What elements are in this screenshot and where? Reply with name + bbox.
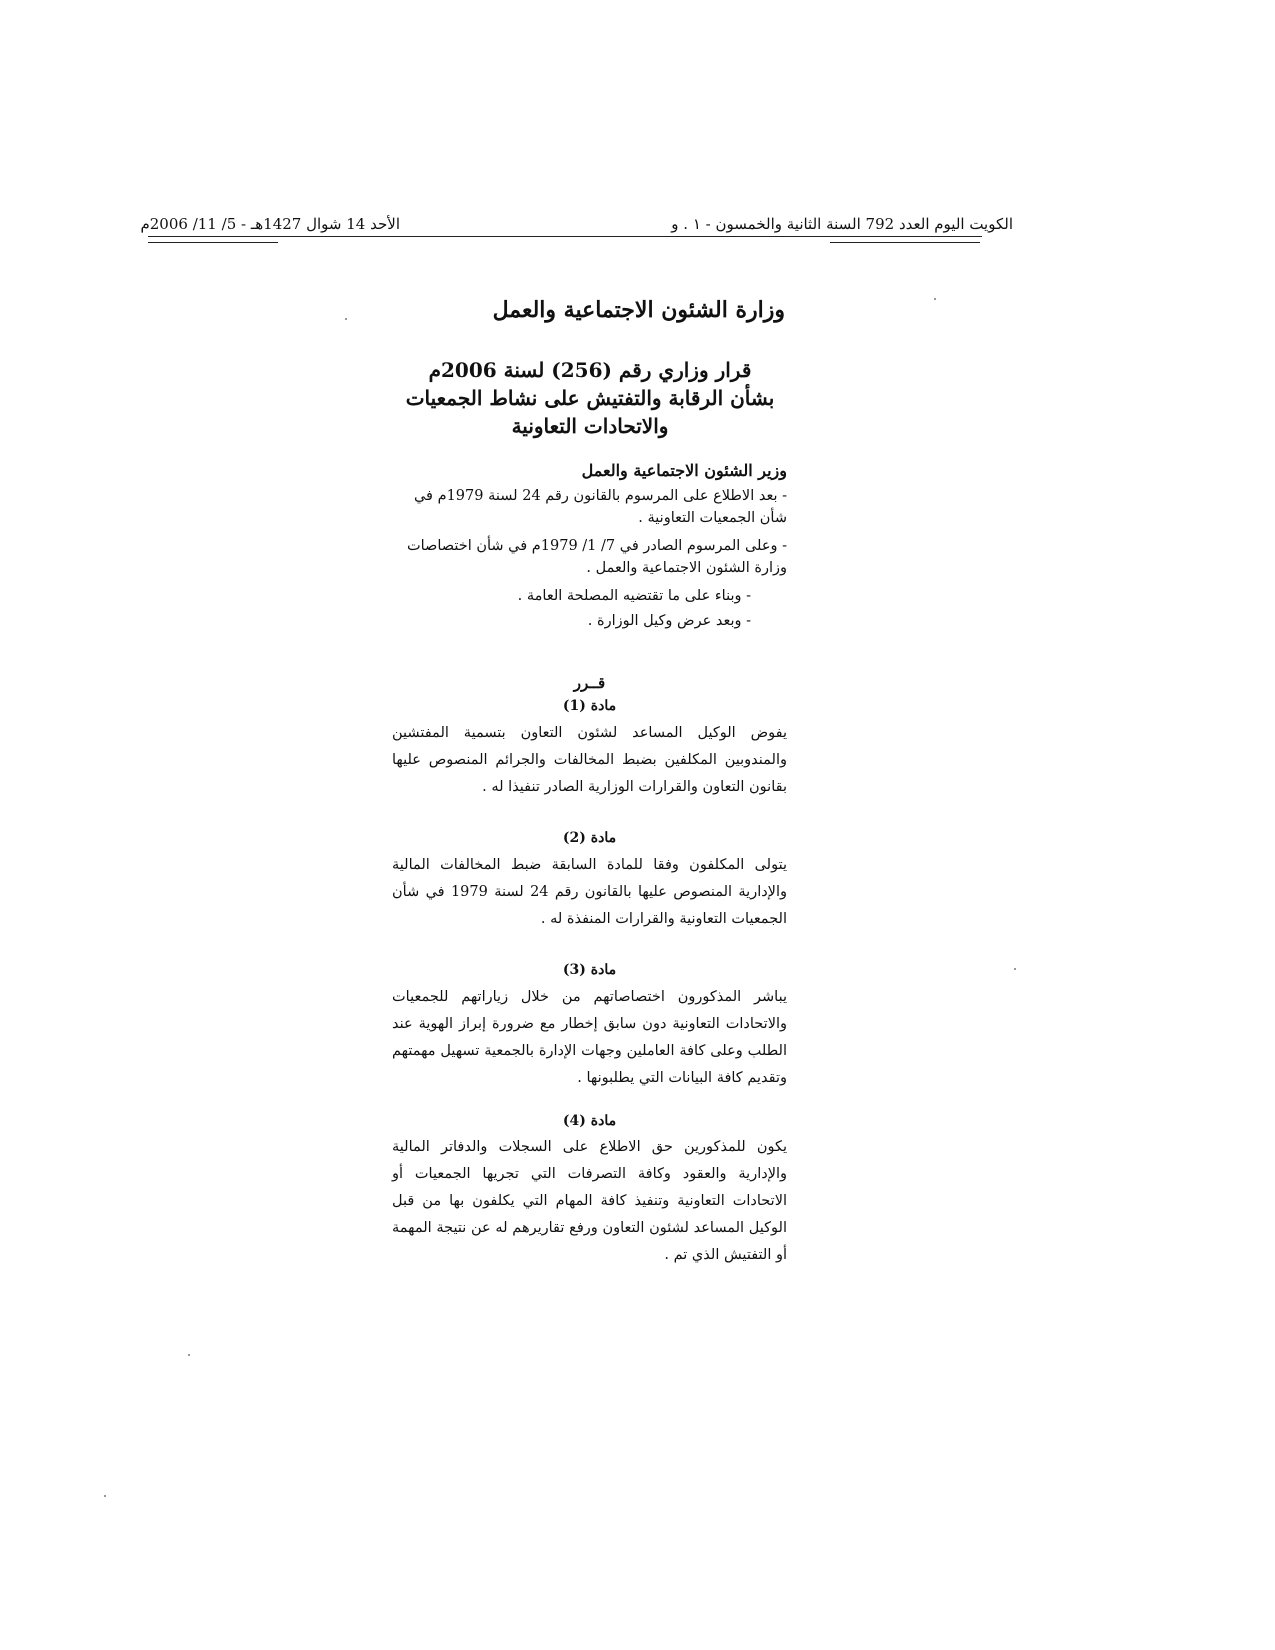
preamble-item: - وبناء على ما تقتضيه المصلحة العامة . — [517, 588, 751, 604]
scan-speck — [188, 1354, 190, 1356]
gazette-issue-header: الكويت اليوم العدد 792 السنة الثانية والخمسون - ١ . و — [671, 215, 1013, 233]
article-text: يباشر المذكورون اختصاصاتهم من خلال زياراتهم للجمعيات والاتحادات التعاونية دون سابق إخطار مع ضرورة إبراز الهوية عند الطلب وعلى كافة العاملين وجهات الإدارة بالجمعية تسهيل مهمتهم وتقديم كافة البيانات التي يطلبونها . — [392, 989, 787, 1086]
scan-speck — [934, 298, 936, 300]
article-title: مادة (3) — [562, 962, 617, 978]
scan-speck — [1014, 968, 1016, 970]
minister-line: وزير الشئون الاجتماعية والعمل — [581, 461, 787, 480]
article-text: يفوض الوكيل المساعد لشئون التعاون بتسمية المفتشين والمندوبين المكلفين بضبط المخالفات والجرائم المنصوص عليها بقانون التعاون والقرارات الوزارية الصادر تنفيذا له . — [392, 725, 787, 795]
header-rule-short-right — [830, 242, 980, 243]
article-text: يكون للمذكورين حق الاطلاع على السجلات والدفاتر المالية والإدارية والعقود وكافة التصرفات التي تجريها الجمعيات أو الاتحادات التعاونية وتنفيذ كافة المهام التي يكلفون بها من قبل الوكيل المساعد لشئون التعاون ورفع تقاريرهم له عن نتيجة المهمة أو التفتيش الذي تم . — [392, 1139, 787, 1263]
preamble-item: - وبعد عرض وكيل الوزارة . — [587, 613, 751, 629]
decree-title-line: والاتحادات التعاونية — [511, 414, 669, 438]
header-rule — [148, 236, 982, 237]
article-text: يتولى المكلفون وفقا للمادة السابقة ضبط المخالفات المالية والإدارية المنصوص عليها بالقانون رقم 24 لسنة 1979 في شأن الجمعيات التعاونية والقرارات المنفذة له . — [392, 857, 787, 927]
preamble — [392, 485, 787, 635]
preamble-item: - بعد الاطلاع على المرسوم بالقانون رقم 24 لسنة 1979م في شأن الجمعيات التعاونية . — [413, 488, 787, 526]
article-title: مادة (4) — [562, 1113, 617, 1129]
scan-speck — [104, 1495, 106, 1497]
decree-title-line: بشأن الرقابة والتفتيش على نشاط الجمعيات — [405, 386, 775, 410]
header-rule-short-left — [148, 242, 278, 243]
gazette-date-header: الأحد 14 شوال 1427هـ - 5/ 11/ 2006م — [140, 215, 400, 233]
preamble-item: - وعلى المرسوم الصادر في 7/ 1/ 1979م في شأن اختصاصات وزارة الشئون الاجتماعية والعمل . — [406, 538, 787, 576]
ministry-heading: وزارة الشئون الاجتماعية والعمل — [492, 297, 785, 323]
scan-speck — [345, 318, 347, 320]
decree-title-line: قرار وزاري رقم (256) لسنة 2006م — [428, 358, 752, 382]
article-title: مادة (2) — [562, 830, 617, 846]
decided-heading: قــرر — [573, 674, 606, 692]
article-title: مادة (1) — [562, 698, 617, 714]
decree-title — [395, 356, 785, 440]
